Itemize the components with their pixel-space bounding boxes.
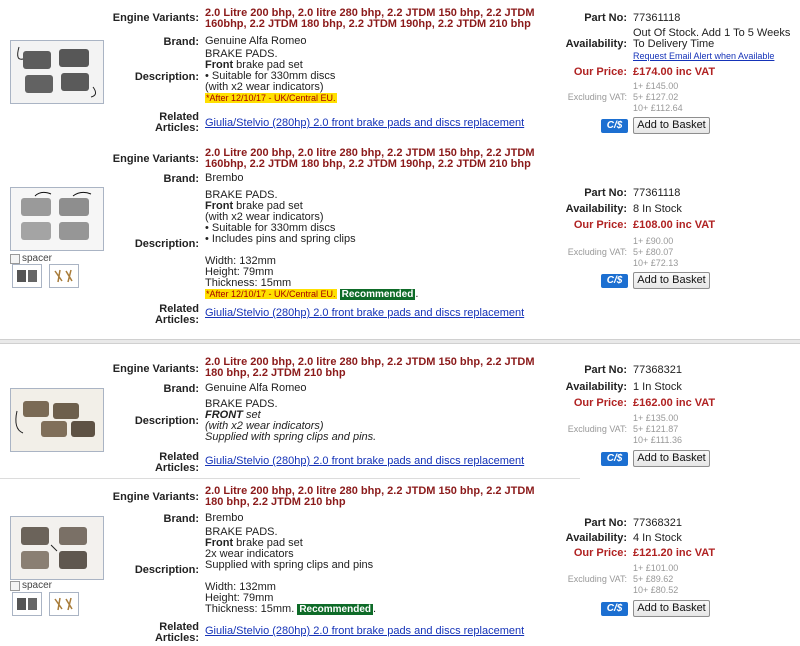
our-price-value: £174.00 inc VAT — [633, 66, 716, 78]
excluding-vat-label: Excluding VAT: — [567, 574, 627, 584]
part-no-label: Part No: — [584, 517, 627, 529]
description-label: Description: — [134, 415, 199, 427]
our-price-value: £121.20 inc VAT — [633, 547, 716, 559]
our-price-label: Our Price: — [573, 66, 627, 78]
description-value: BRAKE PADS. Front brake pad set • Suitable for 330mm discs (with x2 wear indicators) *After 12/10/17 - UK/Central EU. — [205, 48, 336, 103]
part-no-value: 77368321 — [633, 364, 682, 376]
add-to-basket-button[interactable]: Add to Basket — [633, 600, 710, 617]
brand-label: Brand: — [163, 383, 199, 395]
product-row — [0, 350, 800, 478]
alt-image-thumbnail[interactable] — [12, 592, 42, 616]
alt-image-thumbnail[interactable] — [49, 264, 79, 288]
brand-value: Genuine Alfa Romeo — [205, 382, 307, 394]
part-no-value: 77361118 — [633, 12, 681, 24]
product-image[interactable] — [10, 516, 104, 580]
description-label: Description: — [134, 71, 199, 83]
add-to-basket-button[interactable]: Add to Basket — [633, 450, 710, 467]
brand-value: Brembo — [205, 172, 244, 184]
region-notice: *After 12/10/17 - UK/Central EU. — [206, 93, 336, 103]
availability-label: Availability: — [565, 381, 627, 393]
row-divider — [0, 478, 580, 479]
alt-image-thumbnail[interactable] — [49, 592, 79, 616]
brand-label: Brand: — [163, 36, 199, 48]
part-no-value: 77361118 — [633, 187, 681, 199]
engine-variants-value: 2.0 Litre 200 bhp, 2.0 litre 280 bhp, 2.2 JTDM 150 bhp, 2.2 JTDM 160bhp, 2.2 JTDM 180 bhp, 2.2 JTDM 190hp, 2.2 JTDM 210 bhp — [205, 7, 535, 30]
our-price-label: Our Price: — [573, 547, 627, 559]
spacer-image: spacer — [10, 580, 52, 591]
product-image[interactable] — [10, 40, 104, 104]
engine-variants-value: 2.0 Litre 200 bhp, 2.0 litre 280 bhp, 2.2 JTDM 150 bhp, 2.2 JTDM 180 bhp, 2.2 JTDM 210 bhp — [205, 356, 535, 379]
product-row — [0, 140, 800, 330]
related-articles-label: Related Articles: — [154, 621, 199, 644]
product-row — [0, 0, 800, 140]
availability-label: Availability: — [565, 203, 627, 215]
description-value: BRAKE PADS. Front brake pad set (with x2 wear indicators) • Suitable for 330mm discs • Includes pins and spring clips Width: 132mm Height: 79mm Thickness: 15mm *After 12/10/17 - UK/Central EU. Recommended . — [205, 189, 419, 300]
product-row — [0, 482, 800, 646]
section-separator — [0, 339, 800, 344]
currency-switch-icon[interactable]: C/$ — [601, 602, 628, 616]
excluding-vat-label: Excluding VAT: — [567, 247, 627, 257]
our-price-value: £162.00 inc VAT — [633, 397, 716, 409]
engine-variants-label: Engine Variants: — [112, 12, 199, 24]
engine-variants-value: 2.0 Litre 200 bhp, 2.0 litre 280 bhp, 2.2 JTDM 150 bhp, 2.2 JTDM 160bhp, 2.2 JTDM 180 bhp, 2.2 JTDM 190hp, 2.2 JTDM 210 bhp — [205, 147, 535, 170]
currency-switch-icon[interactable]: C/$ — [601, 452, 628, 466]
engine-variants-label: Engine Variants: — [112, 491, 199, 503]
product-image[interactable] — [10, 388, 104, 452]
alt-image-thumbnail[interactable] — [12, 264, 42, 288]
price-tiers: 1+ £90.00 5+ £80.07 10+ £72.13 — [633, 236, 679, 268]
our-price-label: Our Price: — [573, 219, 627, 231]
availability-value: Out Of Stock. Add 1 To 5 Weeks To Delivery Time — [633, 27, 791, 50]
excluding-vat-label: Excluding VAT: — [567, 92, 627, 102]
recommended-badge: Recommended — [341, 289, 414, 300]
add-to-basket-button[interactable]: Add to Basket — [633, 272, 710, 289]
related-article-link[interactable]: Giulia/Stelvio (280hp) 2.0 front brake pads and discs replacement — [205, 307, 525, 319]
region-notice: *After 12/10/17 - UK/Central EU. — [206, 289, 336, 299]
availability-label: Availability: — [565, 532, 627, 544]
currency-switch-icon[interactable]: C/$ — [601, 274, 628, 288]
spacer-image: spacer — [10, 253, 52, 264]
brand-value: Brembo — [205, 512, 244, 524]
our-price-value: £108.00 inc VAT — [633, 219, 716, 231]
engine-variants-label: Engine Variants: — [112, 363, 199, 375]
email-alert-link[interactable]: Request Email Alert when Available — [633, 51, 775, 61]
availability-value: 1 In Stock — [633, 381, 682, 393]
availability-value: 4 In Stock — [633, 532, 682, 544]
excluding-vat-label: Excluding VAT: — [567, 424, 627, 434]
related-articles-label: Related Articles: — [154, 451, 199, 474]
availability-label: Availability: — [565, 38, 627, 50]
description-label: Description: — [134, 564, 199, 576]
related-article-link[interactable]: Giulia/Stelvio (280hp) 2.0 front brake pads and discs replacement — [205, 455, 525, 467]
brand-label: Brand: — [163, 513, 199, 525]
price-tiers: 1+ £145.00 5+ £127.02 10+ £112.64 — [633, 81, 683, 113]
part-no-label: Part No: — [584, 12, 627, 24]
description-value: BRAKE PADS. FRONT set (with x2 wear indicators) Supplied with spring clips and pins. — [205, 398, 377, 443]
related-articles-label: Related Articles: — [154, 111, 199, 134]
currency-switch-icon[interactable]: C/$ — [601, 119, 628, 133]
availability-value: 8 In Stock — [633, 203, 682, 215]
price-tiers: 1+ £101.00 5+ £89.62 10+ £80.52 — [633, 563, 679, 595]
engine-variants-value: 2.0 Litre 200 bhp, 2.0 litre 280 bhp, 2.2 JTDM 150 bhp, 2.2 JTDM 180 bhp, 2.2 JTDM 210 bhp — [205, 485, 535, 508]
price-tiers: 1+ £135.00 5+ £121.87 10+ £111.36 — [633, 413, 682, 445]
product-image[interactable] — [10, 187, 104, 251]
engine-variants-label: Engine Variants: — [112, 153, 199, 165]
our-price-label: Our Price: — [573, 397, 627, 409]
brand-value: Genuine Alfa Romeo — [205, 35, 307, 47]
related-article-link[interactable]: Giulia/Stelvio (280hp) 2.0 front brake pads and discs replacement — [205, 625, 525, 637]
related-articles-label: Related Articles: — [154, 303, 199, 326]
add-to-basket-button[interactable]: Add to Basket — [633, 117, 710, 134]
related-article-link[interactable]: Giulia/Stelvio (280hp) 2.0 front brake pads and discs replacement — [205, 117, 525, 129]
description-value: BRAKE PADS. Front brake pad set 2x wear indicators Supplied with spring clips and pins Width: 132mm Height: 79mm Thickness: 15mm. Recommended . — [205, 526, 377, 615]
part-no-value: 77368321 — [633, 517, 682, 529]
part-no-label: Part No: — [584, 187, 627, 199]
description-label: Description: — [134, 238, 199, 250]
part-no-label: Part No: — [584, 364, 627, 376]
recommended-badge: Recommended — [299, 604, 371, 615]
brand-label: Brand: — [163, 173, 199, 185]
